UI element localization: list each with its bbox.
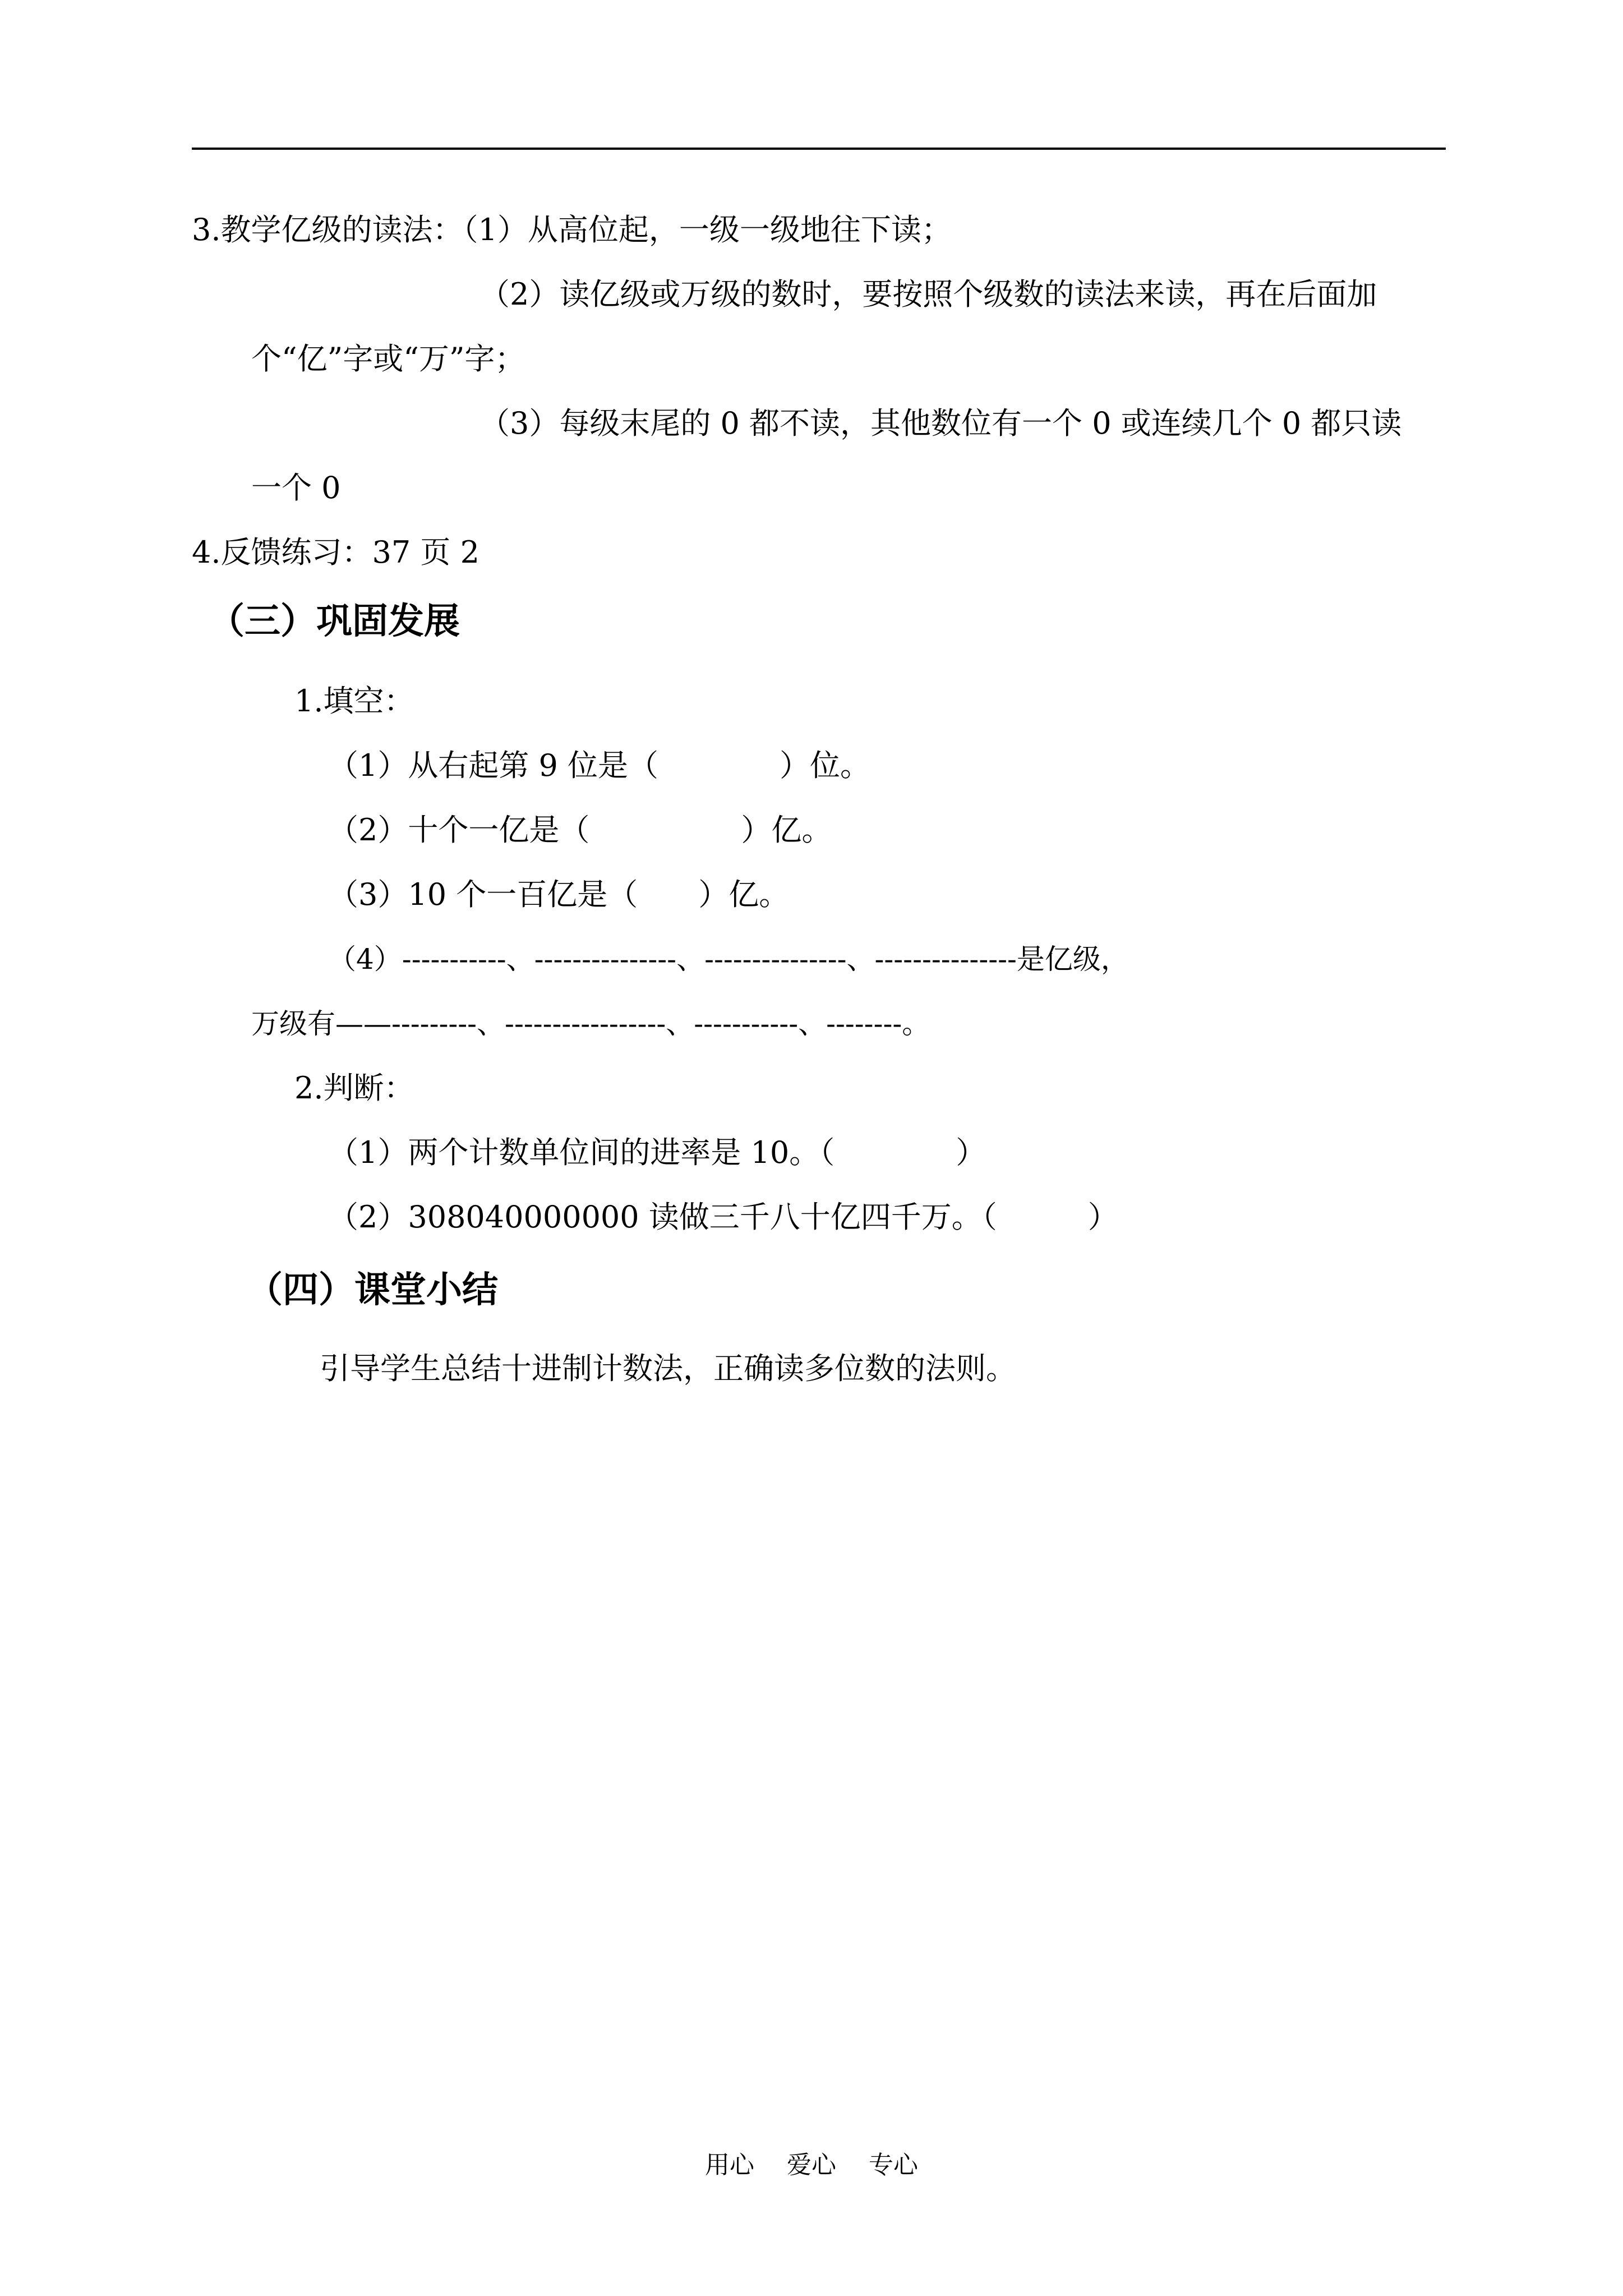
judge-item-1: （1）两个计数单位间的进率是 10。（ ） (328, 1135, 986, 1170)
fill-item-2: （2）十个一亿是（ ）亿。 (328, 812, 832, 848)
item3-rule3-line2: 一个 0 (251, 470, 341, 505)
item3-heading: 3.教学亿级的读法：（1）从高位起，一级一级地往下读； (192, 212, 952, 247)
fill-item-1: （1）从右起第 9 位是（ ）位。 (328, 748, 871, 783)
fill-title: 1.填空： (294, 683, 414, 719)
fill-item-3: （3）10 个一百亿是（ ）亿。 (328, 877, 790, 912)
summary-text: 引导学生总结十进制计数法，正确读多位数的法则。 (320, 1351, 1016, 1386)
fill-item-4-line2: 万级有——---------、-----------------、-----------、--------。 (251, 1007, 930, 1040)
item3-rule2-line1: （2）读亿级或万级的数时，要按照个级数的读法来读，再在后面加 (479, 277, 1377, 312)
fill-item-4-line1: （4）-----------、---------------、---------------、---------------是亿级， (328, 943, 1129, 976)
item4-feedback: 4.反馈练习：37 页 2 (192, 535, 479, 570)
section-heading-summary: （四）课堂小结 (247, 1269, 498, 1311)
header-rule (192, 148, 1446, 150)
page-footer: 用心 爱心 专心 (705, 2151, 918, 2179)
section-heading-consolidate: （三）巩固发展 (209, 601, 460, 642)
item3-rule2-line2: 个“亿”字或“万”字； (251, 341, 525, 376)
judge-title: 2.判断： (294, 1070, 414, 1106)
judge-item-2: （2）308040000000 读做三千八十亿四千万。（ ） (328, 1199, 1118, 1235)
item3-rule3-line1: （3）每级末尾的 0 都不读，其他数位有一个 0 或连续几个 0 都只读 (479, 406, 1402, 441)
